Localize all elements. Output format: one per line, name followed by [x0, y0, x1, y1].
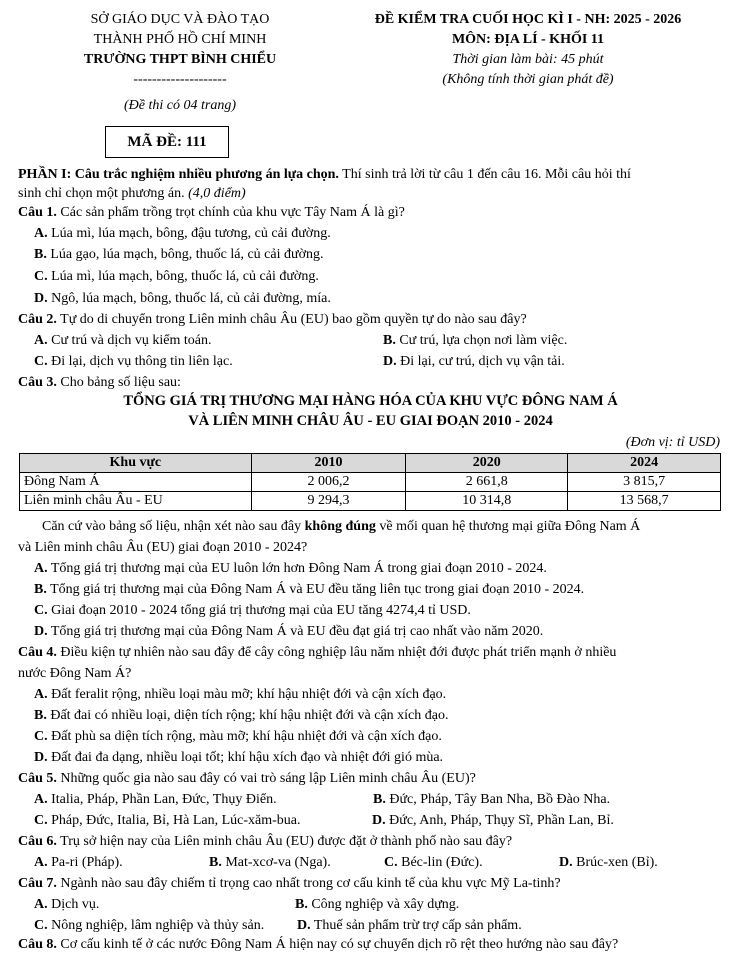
question-label: Câu 8.	[18, 937, 57, 952]
part1-instruction-2: sinh chỉ chọn một phương án.	[18, 186, 185, 201]
q6-option-c[interactable]	[384, 853, 483, 872]
question-label: Câu 5.	[18, 771, 57, 786]
table-cell: 9 294,3	[251, 492, 406, 511]
question-5	[18, 769, 476, 788]
header-divider: --------------------	[133, 72, 227, 87]
question-text: Tự do di chuyển trong Liên minh châu Âu (EU) bao gồm quyền tự do nào sau đây?	[56, 312, 527, 327]
q3-option-a[interactable]	[34, 559, 547, 578]
option-key: A.	[34, 687, 48, 702]
pages-note: (Đề thi có 04 trang)	[124, 98, 236, 113]
option-text: Đức, Pháp, Tây Ban Nha, Bồ Đào Nha.	[385, 792, 611, 807]
option-text: Béc-lin (Đức).	[397, 855, 483, 870]
option-text: Đất feralit rộng, nhiều loại màu mỡ; khí hậu nhiệt đới và cận xích đạo.	[47, 687, 447, 702]
option-text: Dịch vụ.	[47, 897, 100, 912]
question-label: Câu 3.	[18, 375, 57, 390]
stem-text: Căn cứ vào bảng số liệu, nhận xét nào sau đây	[42, 519, 305, 534]
table-title-line-2: VÀ LIÊN MINH CHÂU ÂU - EU GIAI ĐOẠN 2010 - 2024	[188, 413, 553, 429]
option-key: C.	[34, 603, 48, 618]
table-title-line-1: TỔNG GIÁ TRỊ THƯƠNG MẠI HÀNG HÓA CỦA KHU VỰC ĐÔNG NAM Á	[123, 393, 618, 409]
question-text: Các sản phẩm trồng trọt chính của khu vực Tây Nam Á là gì?	[56, 205, 405, 220]
table-row	[20, 492, 721, 511]
table-cell: 2 661,8	[406, 473, 568, 492]
option-text: Italia, Pháp, Phần Lan, Đức, Thụy Điển.	[47, 792, 277, 807]
q5-option-b[interactable]	[373, 790, 610, 809]
q4-option-d[interactable]	[34, 748, 443, 767]
part1-points: (4,0 điểm)	[184, 186, 246, 201]
exam-code-box: MÃ ĐỀ: 111	[105, 126, 229, 158]
q3-option-d[interactable]	[34, 622, 543, 641]
option-text: Nông nghiệp, lâm nghiệp và thủy sản.	[47, 918, 265, 933]
q3-stem-line-2: và Liên minh châu Âu (EU) giai đoạn 2010 - 2024?	[18, 540, 308, 555]
q5-option-a[interactable]	[34, 790, 277, 809]
department-line-1: SỞ GIÁO DỤC VÀ ĐÀO TẠO	[90, 12, 270, 27]
duration-note: (Không tính thời gian phát đề)	[442, 72, 614, 87]
q3-stem-line-1	[42, 517, 640, 536]
stem-emphasis: không đúng	[304, 519, 376, 534]
table-unit: (Đơn vị: tỉ USD)	[625, 435, 720, 450]
q7-option-d[interactable]	[297, 916, 522, 935]
option-key: D.	[383, 354, 397, 369]
table-header-cell: 2010	[251, 454, 406, 473]
option-text: Lúa mì, lúa mạch, bông, đậu tương, củ cải đường.	[47, 226, 331, 241]
q5-option-c[interactable]	[34, 811, 301, 830]
option-key: C.	[34, 918, 48, 933]
exam-duration: Thời gian làm bài: 45 phút	[452, 52, 604, 67]
q7-option-a[interactable]	[34, 895, 99, 914]
table-row	[20, 473, 721, 492]
option-text: Pa-ri (Pháp).	[47, 855, 123, 870]
option-text: Lúa gạo, lúa mạch, bông, thuốc lá, củ cải đường.	[46, 247, 324, 262]
table-header-cell: Khu vực	[20, 454, 252, 473]
option-key: C.	[34, 813, 48, 828]
q7-option-b[interactable]	[295, 895, 459, 914]
table-cell: 13 568,7	[568, 492, 721, 511]
exam-title: ĐỀ KIỂM TRA CUỐI HỌC KÌ I - NH: 2025 - 2026	[374, 12, 682, 27]
option-text: Giai đoạn 2010 - 2024 tổng giá trị thương mại của EU tăng 4274,4 tỉ USD.	[47, 603, 471, 618]
option-key: D.	[559, 855, 573, 870]
table-cell: 2 006,2	[251, 473, 406, 492]
q7-option-c[interactable]	[34, 916, 264, 935]
option-key: B.	[209, 855, 222, 870]
q4-option-b[interactable]	[34, 706, 448, 725]
part1-intro	[18, 165, 724, 203]
q3-option-c[interactable]	[34, 601, 471, 620]
option-key: A.	[34, 897, 48, 912]
option-text: Đất đai có nhiều loại, diện tích rộng; khí hậu nhiệt đới và cận xích đạo.	[46, 708, 449, 723]
option-text: Đức, Anh, Pháp, Thụy Sĩ, Phần Lan, Bỉ.	[385, 813, 614, 828]
header-left	[30, 10, 330, 116]
header-right	[318, 10, 738, 90]
question-text: Cho bảng số liệu sau:	[56, 375, 181, 390]
q4-option-a[interactable]	[34, 685, 446, 704]
stem-text: về mối quan hệ thương mại giữa Đông Nam Á	[375, 519, 641, 534]
table-cell: Liên minh châu Âu - EU	[20, 492, 252, 511]
table-cell: 10 314,8	[406, 492, 568, 511]
option-key: A.	[34, 561, 48, 576]
school-name: TRƯỜNG THPT BÌNH CHIỂU	[83, 52, 277, 67]
option-key: C.	[384, 855, 398, 870]
option-text: Brúc-xen (Bỉ).	[572, 855, 658, 870]
question-label: Câu 7.	[18, 876, 57, 891]
option-key: D.	[34, 624, 48, 639]
table-cell: Đông Nam Á	[20, 473, 252, 492]
option-text: Tổng giá trị thương mại của Đông Nam Á và EU đều tăng liên tục trong giai đoạn 2010 - 2024.	[46, 582, 585, 597]
q1-option-c[interactable]	[34, 267, 319, 286]
subject-title: MÔN: ĐỊA LÍ - KHỐI 11	[451, 32, 605, 47]
question-label: Câu 4.	[18, 645, 57, 660]
option-text: Công nghiệp và xây dựng.	[307, 897, 460, 912]
option-key: A.	[34, 792, 48, 807]
part1-title: PHẦN I: Câu trắc nghiệm nhiều phương án lựa chọn.	[18, 167, 339, 182]
option-key: B.	[295, 897, 308, 912]
question-7	[18, 874, 561, 893]
option-text: Tổng giá trị thương mại của Đông Nam Á và EU đều đạt giá trị cao nhất vào năm 2020.	[47, 624, 544, 639]
option-text: Thuế sản phẩm trừ trợ cấp sản phẩm.	[310, 918, 522, 933]
option-key: D.	[297, 918, 311, 933]
option-key: B.	[383, 333, 396, 348]
question-6	[18, 832, 512, 851]
q5-option-d[interactable]	[372, 811, 614, 830]
q6-option-d[interactable]	[559, 853, 658, 872]
option-key: C.	[34, 269, 48, 284]
option-text: Đi lại, dịch vụ thông tin liên lạc.	[47, 354, 233, 369]
option-key: C.	[34, 354, 48, 369]
table-cell: 3 815,7	[568, 473, 721, 492]
option-key: D.	[34, 750, 48, 765]
option-text: Lúa mì, lúa mạch, bông, thuốc lá, củ cải đường.	[47, 269, 319, 284]
q2-option-a[interactable]	[34, 331, 212, 350]
q2-option-c[interactable]	[34, 352, 233, 371]
question-2	[18, 310, 527, 329]
option-key: B.	[373, 792, 386, 807]
option-key: D.	[34, 291, 48, 306]
table-header-row	[20, 454, 721, 473]
option-text: Đi lại, cư trú, dịch vụ vận tải.	[396, 354, 565, 369]
trade-value-table	[19, 453, 721, 511]
option-text: Ngô, lúa mạch, bông, thuốc lá, củ cải đường, mía.	[47, 291, 331, 306]
option-text: Đất đai đa dạng, nhiều loại tốt; khí hậu xích đạo và nhiệt đới gió mùa.	[47, 750, 444, 765]
part1-instruction-1: Thí sinh trả lời từ câu 1 đến câu 16. Mỗi câu hỏi thí	[338, 167, 631, 182]
table-header-cell: 2020	[406, 454, 568, 473]
question-label: Câu 1.	[18, 205, 57, 220]
option-text: Đất phù sa diện tích rộng, màu mỡ; khí hậu nhiệt đới và cận xích đạo.	[47, 729, 442, 744]
q3-option-b[interactable]	[34, 580, 584, 599]
table-header-cell: 2024	[568, 454, 721, 473]
question-4-continued: nước Đông Nam Á?	[18, 666, 132, 681]
option-text: Tổng giá trị thương mại của EU luôn lớn hơn Đông Nam Á trong giai đoạn 2010 - 2024.	[47, 561, 547, 576]
q2-option-d[interactable]	[383, 352, 565, 371]
option-key: D.	[372, 813, 386, 828]
question-text: Điều kiện tự nhiên nào sau đây để cây công nghiệp lâu năm nhiệt đới được phát triển mạnh ở nhiều	[56, 645, 617, 660]
option-text: Mat-xcơ-va (Nga).	[221, 855, 331, 870]
option-key: A.	[34, 226, 48, 241]
question-text: Cơ cấu kinh tế ở các nước Đông Nam Á hiện nay có sự chuyển dịch rõ rệt theo hướng nào sau đây?	[56, 937, 619, 952]
option-text: Cư trú và dịch vụ kiểm toán.	[47, 333, 212, 348]
q1-option-d[interactable]	[34, 289, 331, 308]
question-label: Câu 6.	[18, 834, 57, 849]
option-key: B.	[34, 582, 47, 597]
option-key: B.	[34, 708, 47, 723]
department-line-2: THÀNH PHỐ HỒ CHÍ MINH	[93, 32, 267, 47]
option-text: Pháp, Đức, Italia, Bỉ, Hà Lan, Lúc-xăm-bua.	[47, 813, 301, 828]
q6-option-a[interactable]	[34, 853, 123, 872]
option-key: A.	[34, 333, 48, 348]
question-text: Trụ sở hiện nay của Liên minh châu Âu (EU) được đặt ở thành phố nào sau đây?	[56, 834, 513, 849]
q4-option-c[interactable]	[34, 727, 442, 746]
question-text: Những quốc gia nào sau đây có vai trò sáng lập Liên minh châu Âu (EU)?	[56, 771, 476, 786]
question-8	[18, 935, 618, 954]
q1-option-b[interactable]	[34, 245, 323, 264]
question-text: Ngành nào sau đây chiếm tỉ trọng cao nhất trong cơ cấu kinh tế của khu vực Mỹ La-tinh?	[56, 876, 561, 891]
q6-option-b[interactable]	[209, 853, 331, 872]
q2-option-b[interactable]	[383, 331, 567, 350]
option-key: A.	[34, 855, 48, 870]
option-key: C.	[34, 729, 48, 744]
question-1	[18, 203, 405, 222]
question-3	[18, 373, 181, 392]
question-4	[18, 643, 616, 662]
option-key: B.	[34, 247, 47, 262]
q1-option-a[interactable]	[34, 224, 331, 243]
option-text: Cư trú, lựa chọn nơi làm việc.	[395, 333, 568, 348]
question-label: Câu 2.	[18, 312, 57, 327]
